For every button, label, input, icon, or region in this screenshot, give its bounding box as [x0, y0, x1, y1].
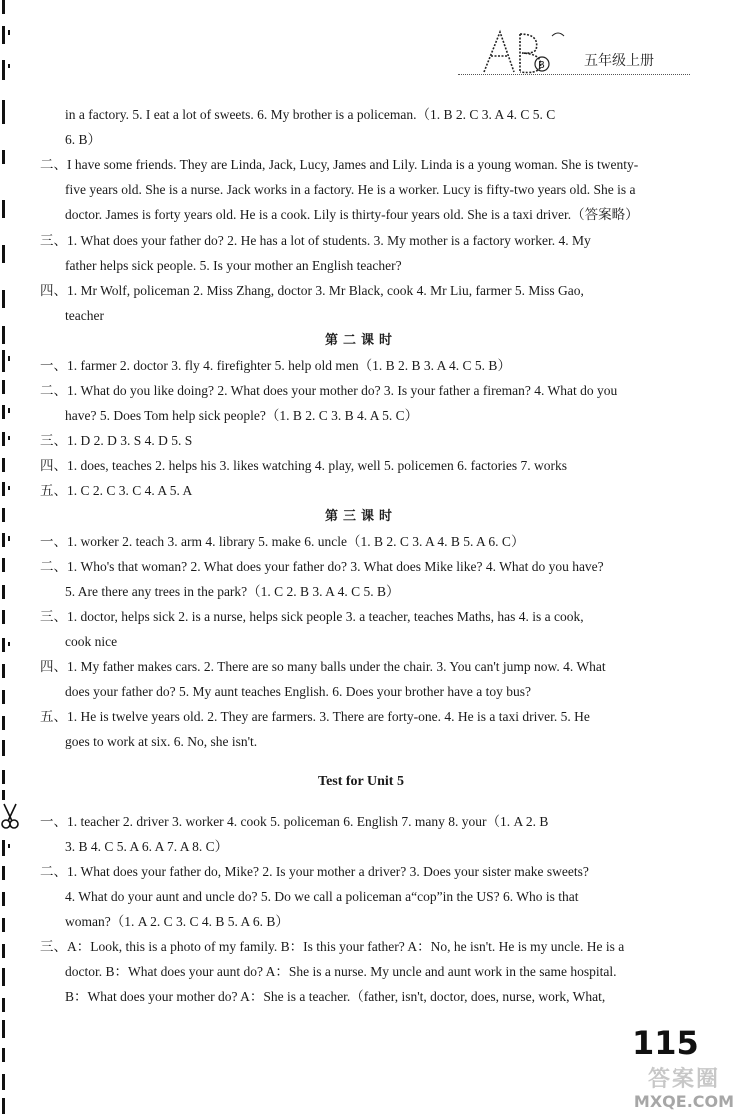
section-heading: 第二课时	[324, 333, 397, 348]
answer-line: 一、1. farmer 2. doctor 3. fly 4. firefighter 5. help old men（1. B 2. B 3. A 4. C 5. B）	[40, 358, 511, 373]
answer-line: 三、A：Look, this is a photo of my family. B：Is this your father? A：No, he isn't. He is my uncle. He is a	[40, 939, 625, 954]
answer-line: 二、1. What do you like doing? 2. What does your mother do? 3. Is your father a fireman? 4. What do you	[40, 383, 618, 398]
answer-line: have? 5. Does Tom help sick people?（1. B 2. C 3. B 4. A 5. C）	[65, 408, 419, 423]
answer-line: teacher	[65, 308, 104, 323]
answer-line: 二、I have some friends. They are Linda, Jack, Lucy, James and Lily. Linda is a young woman. She is twenty-	[40, 157, 639, 172]
answer-line: 二、1. What does your father do, Mike? 2. Is your mother a driver? 3. Does your sister make sweets?	[40, 864, 589, 879]
answer-line: five years old. She is a nurse. Jack works in a factory. He is a worker. Lucy is fifty-two years old. She is a	[65, 182, 636, 197]
watermark	[630, 1062, 738, 1112]
answer-line: father helps sick people. 5. Is your mother an English teacher?	[65, 258, 402, 273]
answer-line: 五、1. He is twelve years old. 2. They are farmers. 3. There are forty-one. 4. He is a taxi driver. 5. He	[40, 709, 590, 724]
answer-line: B：What does your mother do? A：She is a teacher.（father, isn't, doctor, does, nurse, work, What,	[65, 989, 606, 1004]
answer-line: 4. What do your aunt and uncle do? 5. Do we call a policeman a“cop”in the US? 6. Who is that	[65, 889, 579, 904]
answer-line: doctor. B：What does your aunt do? A：She is a nurse. My uncle and aunt work in the same hospital.	[65, 964, 617, 979]
answer-line: 二、1. Who's that woman? 2. What does your father do? 3. What does Mike like? 4. What do you have?	[40, 559, 604, 574]
answer-line: woman?（1. A 2. C 3. C 4. B 5. A 6. B）	[65, 914, 289, 929]
answer-line: 三、1. D 2. D 3. S 4. D 5. S	[40, 433, 193, 448]
answer-line: 三、1. doctor, helps sick 2. is a nurse, helps sick people 3. a teacher, teaches Maths, has 4. is a cook,	[40, 609, 584, 624]
ab-logo	[478, 24, 570, 80]
watermark-cn: 答案圈	[647, 1067, 720, 1092]
section-heading: Test for Unit 5	[318, 774, 404, 789]
answer-line: doctor. James is forty years old. He is a cook. Lily is thirty-four years old. She is a taxi driver.（答案略）	[65, 207, 639, 222]
scissors-icon	[0, 802, 20, 832]
answer-line: 四、1. My father makes cars. 2. There are so many balls under the chair. 3. You can't jump now. 4. What	[40, 659, 606, 674]
answer-line: 一、1. teacher 2. driver 3. worker 4. cook 5. policeman 6. English 7. many 8. your（1. A 2. B	[40, 814, 549, 829]
answer-line: goes to work at six. 6. No, she isn't.	[65, 734, 258, 749]
answer-line: 6. B）	[65, 132, 102, 147]
answer-line: 四、1. Mr Wolf, policeman 2. Miss Zhang, doctor 3. Mr Black, cook 4. Mr Liu, farmer 5. Miss Gao,	[40, 283, 584, 298]
answer-line: 5. Are there any trees in the park?（1. C 2. B 3. A 4. C 5. B）	[65, 584, 400, 599]
header-divider	[458, 74, 690, 75]
answer-line: 3. B 4. C 5. A 6. A 7. A 8. C）	[65, 839, 229, 854]
answer-line: 五、1. C 2. C 3. C 4. A 5. A	[40, 483, 193, 498]
section-heading: 第三课时	[324, 509, 397, 524]
answer-line: does your father do? 5. My aunt teaches English. 6. Does your brother have a toy bus?	[65, 684, 532, 699]
answer-line: 四、1. does, teaches 2. helps his 3. likes watching 4. play, well 5. policemen 6. factories 7. works	[40, 458, 568, 473]
grade-label: 五年级上册	[584, 53, 654, 69]
svg-text:B: B	[538, 60, 545, 71]
answer-line: 一、1. worker 2. teach 3. arm 4. library 5. make 6. uncle（1. B 2. C 3. A 4. B 5. A 6. C）	[40, 534, 525, 549]
page-number: 115	[632, 1024, 699, 1062]
watermark-url: MXQE.COM	[633, 1092, 735, 1111]
answer-line: in a factory. 5. I eat a lot of sweets. 6. My brother is a policeman.（1. B 2. C 3. A 4. C 5. C	[65, 107, 556, 122]
answer-line: cook nice	[65, 634, 118, 649]
answer-line: 三、1. What does your father do? 2. He has a lot of students. 3. My mother is a factory worker. 4. My	[40, 233, 591, 248]
binding-edge-marks	[0, 0, 20, 1117]
